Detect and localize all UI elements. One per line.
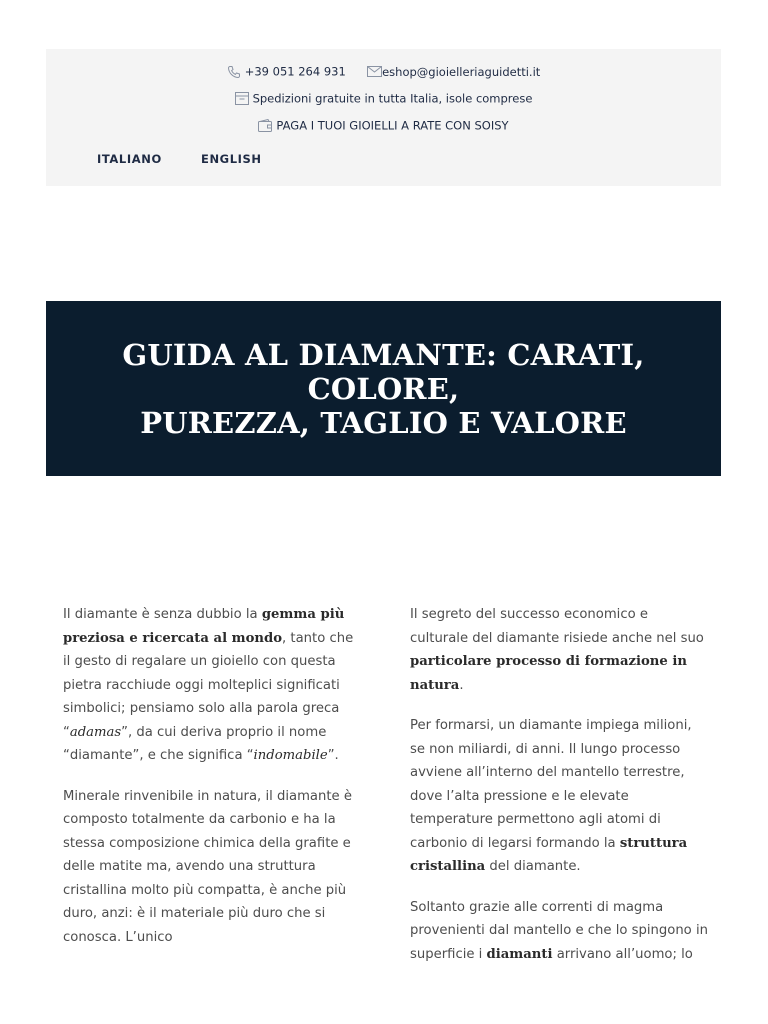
text: . (459, 677, 464, 693)
box-icon (235, 92, 249, 105)
bold-text: diamanti (486, 946, 553, 962)
top-info-bar (46, 49, 721, 186)
page-title (46, 338, 721, 440)
bold-text: struttura cristallina (410, 835, 688, 874)
bold-text: particolare processo di formazione in natura (410, 654, 687, 693)
italic-text: adamas (69, 724, 122, 740)
mail-icon (367, 66, 382, 77)
text: Soltanto grazie alle correnti di magma provenienti dal mantello e che lo spingono in superficie i (410, 899, 708, 962)
paragraph (410, 603, 710, 697)
page-title-line1: GUIDA AL DIAMANTE: CARATI, COLORE, (122, 337, 645, 406)
italic-text: indomabile (253, 748, 328, 763)
text: , tanto che il gesto di regalare un gioiello con questa pietra racchiude oggi molteplici significati simbolici; pensiamo solo alla parola greca “ (63, 630, 354, 740)
installments-row (46, 118, 721, 133)
installments-link[interactable]: PAGA I TUOI GIOIELLI A RATE CON SOISY (276, 118, 509, 133)
text: Per formarsi, un diamante impiega milioni, se non miliardi, di anni. Il lungo processo avviene all’interno del mantello terrestre, dove l’alta pressione e le elevate temperature permettono agli atomi di carbonio di legarsi formando la (410, 718, 692, 851)
shipping-row (46, 91, 721, 106)
email-link[interactable]: eshop@gioielleriaguidetti.it (382, 64, 541, 79)
phone-link[interactable]: +39 051 264 931 (244, 64, 346, 79)
text: ”. (327, 748, 339, 763)
wallet-icon (258, 119, 272, 132)
text: Il segreto del successo economico e culturale del diamante risiede anche nel suo (410, 607, 704, 646)
phone-icon (227, 65, 241, 79)
paragraph: Minerale rinvenibile in natura, il diamante è composto totalmente da carbonio e ha la stessa composizione chimica della grafite e delle matite ma, avendo una struttura cristallina molto più compatta, è anche più duro, anzi: è il materiale più duro che si conosca. L’unico (63, 788, 352, 945)
language-italian[interactable]: ITALIANO (97, 152, 162, 166)
paragraph (63, 603, 363, 768)
bold-text: gemma più preziosa e ricercata al mondo (63, 607, 345, 646)
text: ”, da cui deriva proprio il nome “diamante”, e che significa “ (63, 724, 327, 763)
text: del diamante. (485, 859, 581, 874)
paragraph (410, 714, 710, 879)
shipping-text: Spedizioni gratuite in tutta Italia, isole comprese (252, 91, 533, 106)
language-english[interactable]: ENGLISH (201, 152, 262, 166)
paragraph (410, 896, 710, 967)
article-column-right (410, 603, 710, 983)
article-column-left (63, 603, 363, 966)
text: arrivano all’uomo; lo (552, 946, 693, 962)
page-title-line2: PUREZZA, TAGLIO E VALORE (140, 405, 627, 440)
hero-banner (46, 301, 721, 476)
text: Il diamante è senza dubbio la (63, 607, 262, 622)
contact-row (46, 64, 721, 79)
